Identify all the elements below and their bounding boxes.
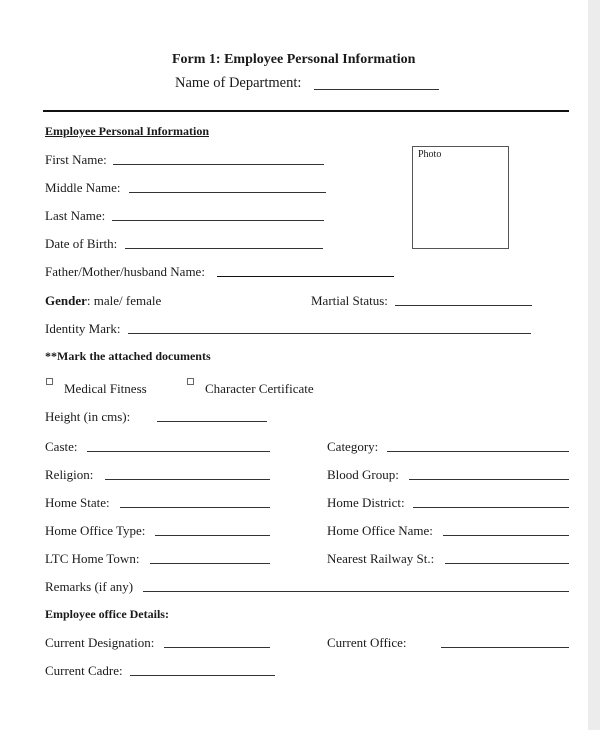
cadre-field[interactable] xyxy=(130,675,275,676)
character-certificate-label: Character Certificate xyxy=(205,381,314,396)
office-details-header: Employee office Details: xyxy=(45,607,169,621)
gender-row xyxy=(45,293,161,308)
marital-label: Martial Status: xyxy=(311,293,388,308)
blood-group-label: Blood Group: xyxy=(327,467,399,482)
height-field[interactable] xyxy=(157,421,267,422)
current-office-label: Current Office: xyxy=(327,635,407,650)
form-title: Form 1: Employee Personal Information xyxy=(172,52,416,67)
first-name-field[interactable] xyxy=(113,164,324,165)
last-name-field[interactable] xyxy=(112,220,324,221)
current-office-field[interactable] xyxy=(441,647,569,648)
middle-name-field[interactable] xyxy=(129,192,326,193)
identity-field[interactable] xyxy=(128,333,531,334)
home-district-label: Home District: xyxy=(327,495,405,510)
gender-label: Gender xyxy=(45,293,87,308)
parent-name-field[interactable] xyxy=(217,276,394,277)
medical-fitness-checkbox[interactable] xyxy=(44,376,58,390)
remarks-label: Remarks (if any) xyxy=(45,579,134,594)
ltc-home-town-field[interactable] xyxy=(150,563,270,564)
home-state-label: Home State: xyxy=(45,495,110,510)
category-field[interactable] xyxy=(387,451,569,452)
religion-field[interactable] xyxy=(105,479,270,480)
home-office-name-field[interactable] xyxy=(443,535,569,536)
marital-field[interactable] xyxy=(395,305,532,306)
department-label: Name of Department: xyxy=(175,75,302,91)
remarks-field[interactable] xyxy=(143,591,569,592)
last-name-label: Last Name: xyxy=(45,208,106,223)
caste-label: Caste: xyxy=(45,439,78,454)
home-office-type-field[interactable] xyxy=(155,535,270,536)
department-field[interactable] xyxy=(314,89,439,90)
caste-field[interactable] xyxy=(87,451,270,452)
parent-name-label: Father/Mother/husband Name: xyxy=(45,264,205,279)
railway-station-field[interactable] xyxy=(445,563,569,564)
home-state-field[interactable] xyxy=(120,507,270,508)
blood-group-field[interactable] xyxy=(409,479,569,480)
first-name-label: First Name: xyxy=(45,152,107,167)
designation-label: Current Designation: xyxy=(45,635,155,650)
documents-header: **Mark the attached documents xyxy=(45,349,211,363)
photo-label: Photo xyxy=(418,149,442,160)
cadre-label: Current Cadre: xyxy=(45,663,123,678)
checkbox-icon xyxy=(187,378,194,385)
dob-field[interactable] xyxy=(125,248,323,249)
home-office-type-label: Home Office Type: xyxy=(45,523,146,538)
height-label: Height (in cms): xyxy=(45,409,131,424)
header-divider xyxy=(43,110,569,112)
designation-field[interactable] xyxy=(164,647,270,648)
category-label: Category: xyxy=(327,439,379,454)
railway-station-label: Nearest Railway St.: xyxy=(327,551,435,566)
ltc-home-town-label: LTC Home Town: xyxy=(45,551,140,566)
home-office-name-label: Home Office Name: xyxy=(327,523,433,538)
middle-name-label: Middle Name: xyxy=(45,180,121,195)
medical-fitness-label: Medical Fitness xyxy=(64,381,147,396)
home-district-field[interactable] xyxy=(413,507,569,508)
photo-box[interactable] xyxy=(412,146,509,249)
section-title-personal: Employee Personal Information xyxy=(45,124,209,138)
character-certificate-checkbox[interactable] xyxy=(185,376,199,390)
identity-label: Identity Mark: xyxy=(45,321,121,336)
checkbox-icon xyxy=(46,378,53,385)
religion-label: Religion: xyxy=(45,467,94,482)
gender-options[interactable]: : male/ female xyxy=(86,293,162,308)
dob-label: Date of Birth: xyxy=(45,236,118,251)
